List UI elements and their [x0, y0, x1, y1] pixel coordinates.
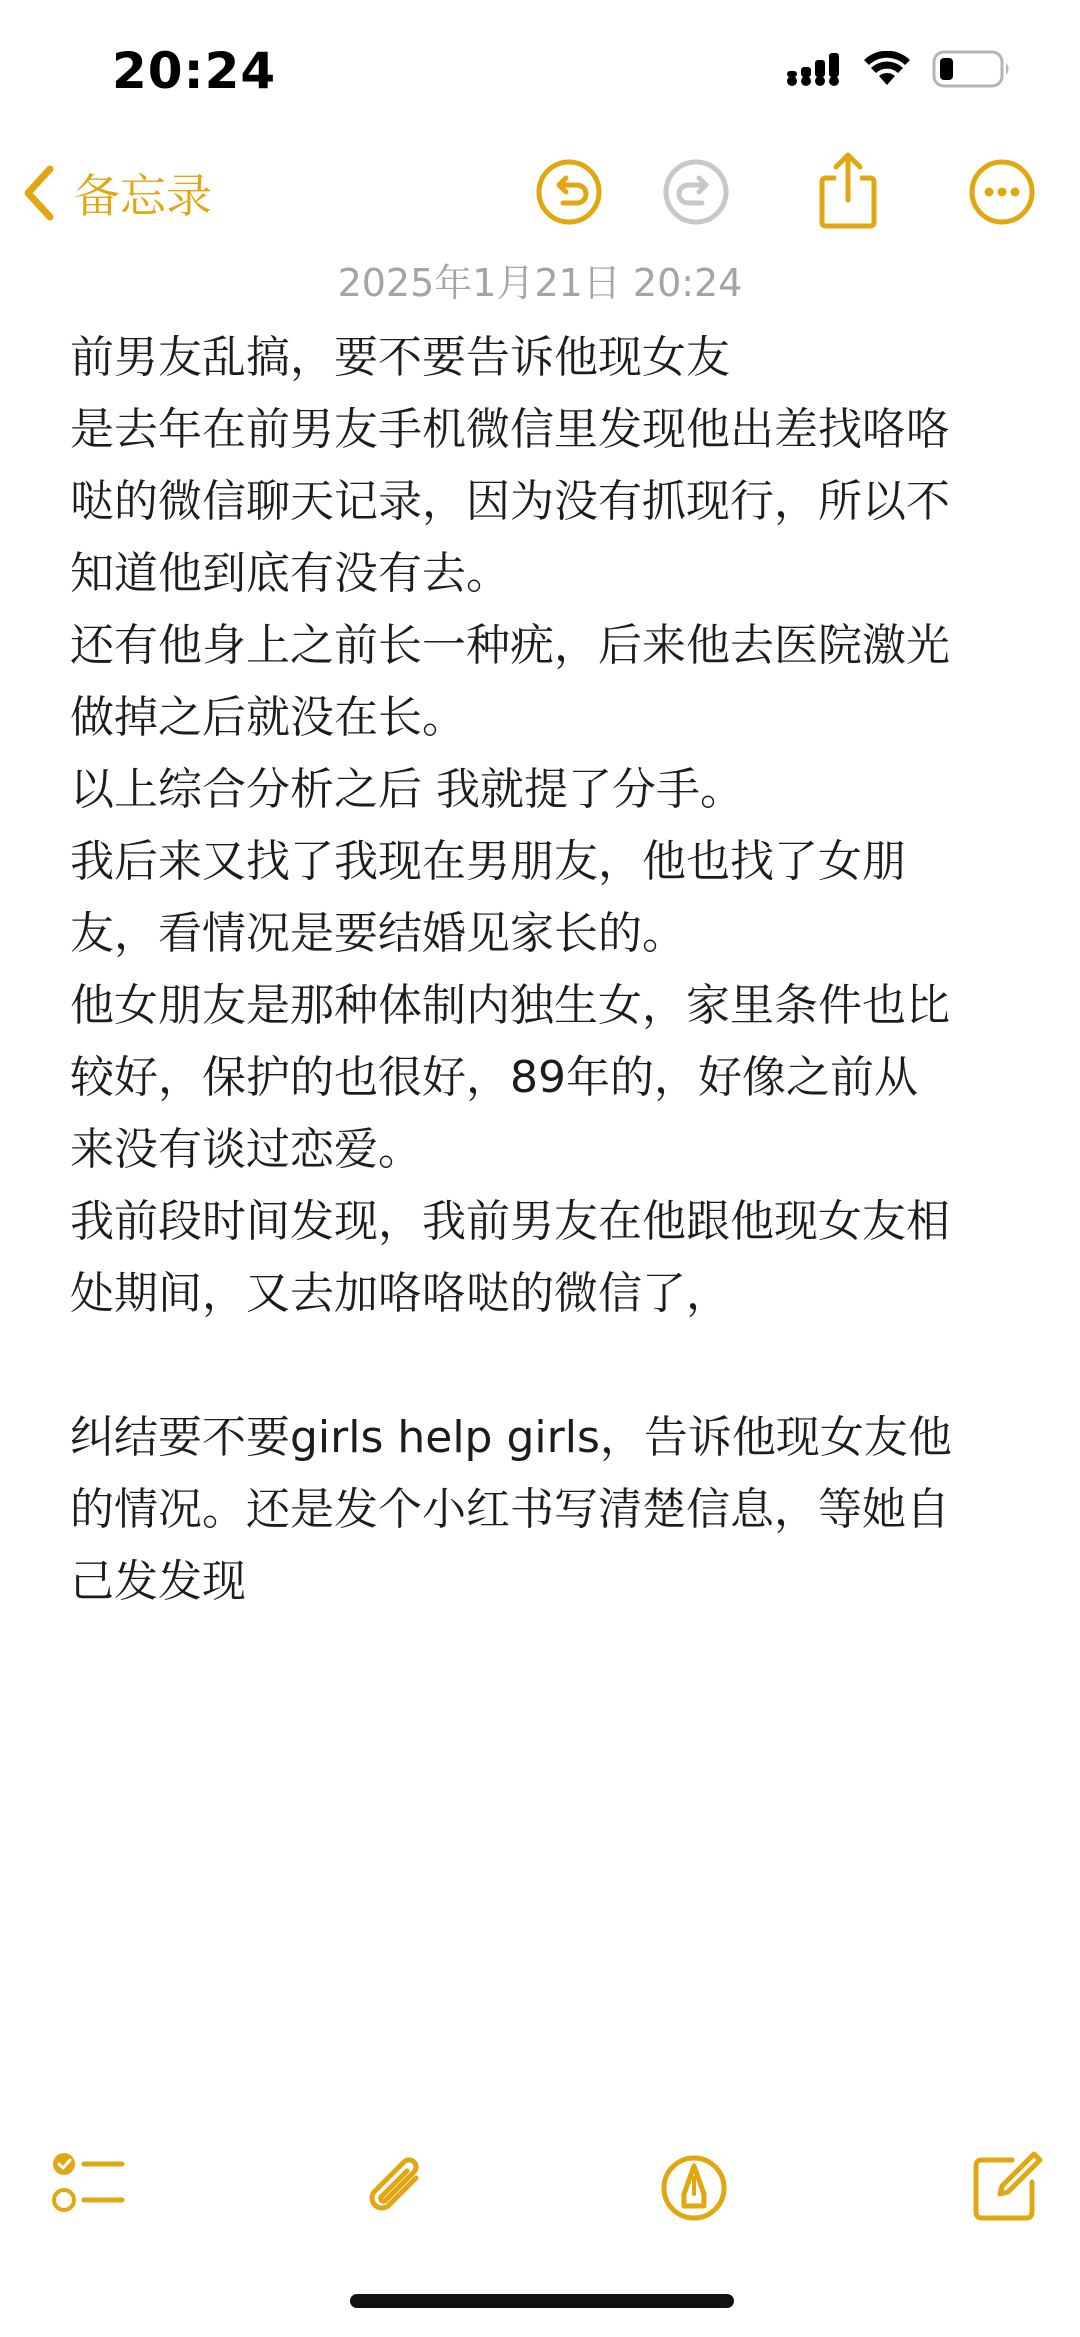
- note-line: 的情况。还是发个小红书写清楚信息，等她自: [70, 1484, 950, 1535]
- note-line-blank: [70, 1330, 1020, 1402]
- note-line: 前男友乱搞，要不要告诉他现女友: [70, 332, 730, 383]
- note-line: 友，看情况是要结婚见家长的。: [70, 908, 686, 959]
- compose-icon[interactable]: [968, 2150, 1044, 2226]
- note-line: 我前段时间发现，我前男友在他跟他现女友相: [70, 1196, 950, 1247]
- back-button-label: 备忘录: [74, 169, 212, 223]
- note-line: 知道他到底有没有去。: [70, 548, 510, 599]
- chevron-left-icon: [20, 163, 56, 223]
- note-line: 较好，保护的也很好，89年的，好像之前从: [70, 1052, 918, 1103]
- note-line: 是去年在前男友手机微信里发现他出差找咯咯: [70, 404, 950, 455]
- note-line: 做掉之后就没在长。: [70, 692, 466, 743]
- note-date: 2025年1月21日 20:24: [337, 261, 743, 305]
- wifi-icon: [864, 51, 910, 87]
- checklist-icon[interactable]: [50, 2150, 126, 2226]
- redo-icon[interactable]: [660, 156, 732, 228]
- note-body[interactable]: [70, 322, 1020, 1618]
- note-line: 处期间，又去加咯咯哒的微信了，: [70, 1268, 730, 1319]
- status-time: 20:24: [112, 42, 277, 100]
- share-icon[interactable]: [812, 150, 884, 230]
- note-line: 哒的微信聊天记录，因为没有抓现行，所以不: [70, 476, 950, 527]
- more-icon[interactable]: [966, 156, 1038, 228]
- status-icons: [786, 50, 1012, 88]
- battery-icon: [932, 50, 1012, 88]
- note-line: 我后来又找了我现在男朋友，他也找了女朋: [70, 836, 906, 887]
- note-line: 纠结要不要girls help girls，告诉他现女友他: [70, 1412, 952, 1463]
- paperclip-icon[interactable]: [358, 2150, 434, 2226]
- nav-bar: [0, 150, 1080, 240]
- status-bar: [0, 0, 1080, 140]
- note-line: 己发发现: [70, 1556, 246, 1607]
- note-line: 还有他身上之前长一种疣，后来他去医院激光: [70, 620, 950, 671]
- home-indicator: [350, 2294, 734, 2308]
- undo-icon[interactable]: [533, 156, 605, 228]
- cellular-signal-icon: [786, 51, 842, 87]
- markup-pen-icon[interactable]: [656, 2150, 732, 2226]
- note-line: 来没有谈过恋爱。: [70, 1124, 422, 1175]
- note-line: 他女朋友是那种体制内独生女，家里条件也比: [70, 980, 950, 1031]
- note-line: 以上综合分析之后 我就提了分手。: [70, 764, 744, 815]
- back-button[interactable]: [20, 160, 212, 226]
